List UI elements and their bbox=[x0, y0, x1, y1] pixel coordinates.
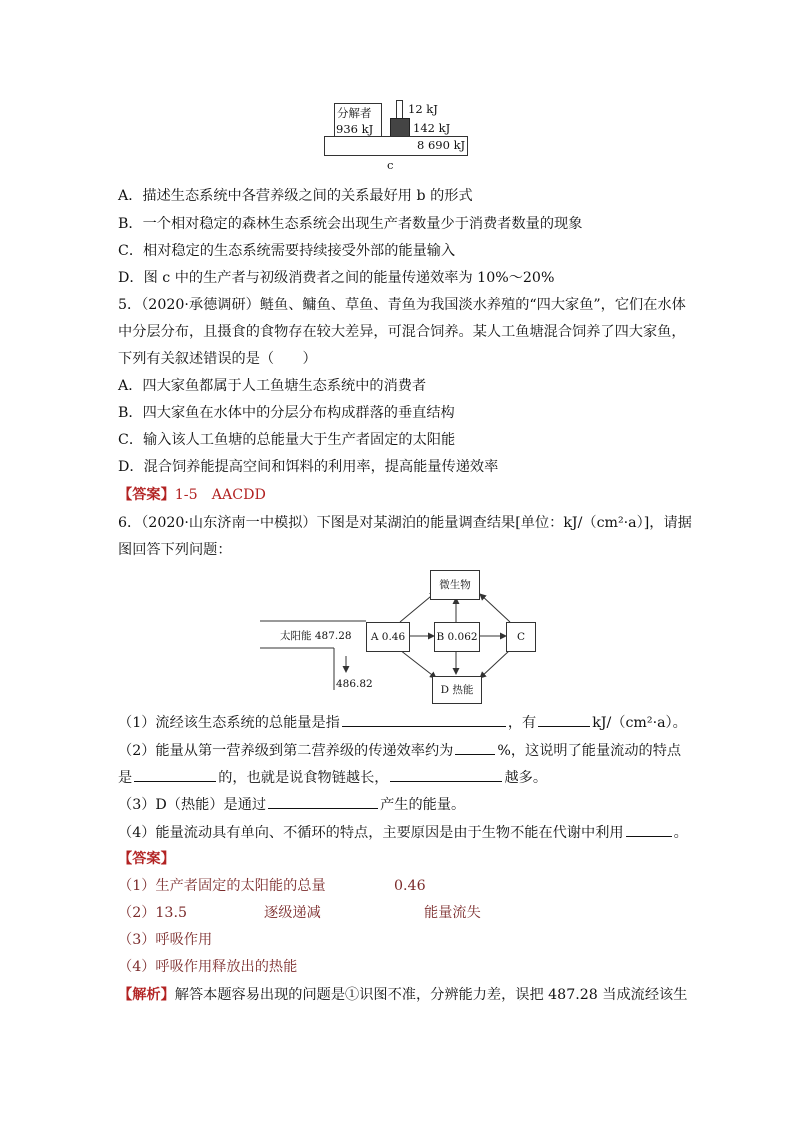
q6-sub-2-text-e: 越多。 bbox=[504, 770, 548, 786]
q4-option-c: C．相对稳定的生态系统需要持续接受外部的能量输入 bbox=[118, 243, 456, 259]
base-value: 8 690 kJ bbox=[417, 138, 466, 152]
q6-sub-1 bbox=[118, 712, 687, 733]
q4-option-d: D．图 c 中的生产者与初级消费者之间的能量传递效率为 10%～20% bbox=[118, 270, 555, 286]
energy-flow-diagram bbox=[260, 566, 550, 706]
q6-sub-2 bbox=[118, 740, 681, 761]
q6-sub-3 bbox=[118, 794, 465, 815]
q6-sub-4-text: （4）能量流动具有单向、不循环的特点，主要原因是由于生物不能在代谢中利用 bbox=[118, 825, 624, 841]
q6-sub-4 bbox=[118, 822, 688, 843]
answer-1-5 bbox=[118, 485, 266, 505]
q6-stem-line-2: 图回答下列问题： bbox=[118, 542, 232, 558]
figure-caption: c bbox=[387, 158, 394, 172]
blank-1b[interactable] bbox=[538, 712, 590, 727]
decomposer-label: 分解者 bbox=[337, 106, 372, 120]
q6-sub-4-text-b: 。 bbox=[673, 825, 688, 841]
node-microbe: 微生物 bbox=[430, 570, 480, 600]
node-c: C bbox=[506, 622, 536, 652]
analysis-label: 【解析】 bbox=[118, 987, 175, 1003]
blank-2b[interactable] bbox=[134, 767, 216, 782]
answer6-2 bbox=[118, 903, 481, 923]
q6-sub-1-text-b: ，有 bbox=[507, 715, 537, 731]
q5-option-a: A．四大家鱼都属于人工鱼塘生态系统中的消费者 bbox=[118, 378, 427, 394]
loss-value: 486.82 bbox=[336, 678, 373, 690]
blank-1a[interactable] bbox=[342, 712, 506, 727]
decomposer-value: 936 kJ bbox=[336, 122, 374, 136]
q5-option-c: C．输入该人工鱼塘的总能量大于生产者固定的太阳能 bbox=[118, 432, 456, 448]
q4-option-b: B．一个相对稳定的森林生态系统会出现生产者数量少于消费者数量的现象 bbox=[118, 216, 583, 232]
blank-4[interactable] bbox=[626, 822, 672, 837]
primary-consumer-bar bbox=[390, 118, 410, 137]
q6-stem-line-1: 6．（2020·山东济南一中模拟）下图是对某湖泊的能量调查结果[单位：kJ/（cm²·a）]，请据 bbox=[118, 515, 692, 531]
blank-3[interactable] bbox=[268, 794, 378, 809]
top-value: 12 kJ bbox=[408, 102, 438, 116]
mid-value: 142 kJ bbox=[413, 121, 451, 135]
answer6-4: （4）呼吸作用释放出的热能 bbox=[118, 959, 298, 975]
sun-energy-label: 太阳能 487.28 bbox=[280, 630, 352, 642]
q5-option-d: D．混合饲养能提高空间和饵料的利用率，提高能量传递效率 bbox=[118, 459, 499, 475]
q6-sub-3-text-b: 产生的能量。 bbox=[380, 797, 466, 813]
answer6-2-value-b: 逐级递减 bbox=[264, 905, 321, 921]
answer6-1 bbox=[118, 876, 426, 896]
answer6-1-value: 0.46 bbox=[394, 878, 426, 894]
answer6-2-value-c: 能量流失 bbox=[424, 905, 481, 921]
energy-pyramid-figure-c bbox=[322, 96, 472, 176]
q5-stem-line-1: 5．（2020·承德调研）鲢鱼、鳙鱼、草鱼、青鱼为我国淡水养殖的“四大家鱼”，它们在水体 bbox=[118, 297, 686, 313]
node-b: B 0.062 bbox=[434, 622, 480, 652]
q6-sub-2-text-b: %，这说明了能量流动的特点 bbox=[497, 743, 682, 759]
q6-sub-3-text: （3）D（热能）是通过 bbox=[118, 797, 267, 813]
answer6-label: 【答案】 bbox=[118, 851, 175, 867]
q6-sub-2-text: （2）能量从第一营养级到第二营养级的传递效率约为 bbox=[118, 743, 454, 759]
q6-sub-2-text-d: 的，也就是说食物链越长， bbox=[218, 770, 389, 786]
node-d-heat: D 热能 bbox=[432, 676, 482, 704]
q5-stem-line-3: 下列有关叙述错误的是（ ） bbox=[118, 351, 317, 367]
blank-2c[interactable] bbox=[390, 767, 502, 782]
answer6-3: （3）呼吸作用 bbox=[118, 932, 213, 948]
q5-option-b: B．四大家鱼在水体中的分层分布构成群落的垂直结构 bbox=[118, 405, 455, 421]
analysis-line bbox=[118, 985, 687, 1005]
top-consumer-bar bbox=[396, 100, 403, 119]
answer6-1-text: （1）生产者固定的太阳能的总量 bbox=[118, 878, 326, 894]
q6-sub-1-text: （1）流经该生态系统的总能量是指 bbox=[118, 715, 340, 731]
analysis-text: 解答本题容易出现的问题是①识图不准，分辨能力差，误把 487.28 当成流经该生 bbox=[174, 987, 688, 1003]
answer6-2-text: （2）13.5 bbox=[118, 905, 187, 921]
q6-sub-2-text-c: 是 bbox=[118, 770, 133, 786]
q6-sub-2-cont bbox=[118, 767, 547, 788]
blank-2a[interactable] bbox=[455, 740, 495, 755]
answer-label: 【答案】 bbox=[118, 487, 175, 503]
answer-value: 1-5 AACDD bbox=[174, 487, 266, 503]
q5-stem-line-2: 中分层分布，且摄食的食物存在较大差异，可混合饲养。某人工鱼塘混合饲养了四大家鱼， bbox=[118, 324, 686, 340]
q4-option-a: A．描述生态系统中各营养级之间的关系最好用 b 的形式 bbox=[118, 188, 473, 204]
q6-sub-1-unit: kJ/（cm²·a）。 bbox=[592, 715, 687, 731]
node-a: A 0.46 bbox=[366, 622, 410, 652]
